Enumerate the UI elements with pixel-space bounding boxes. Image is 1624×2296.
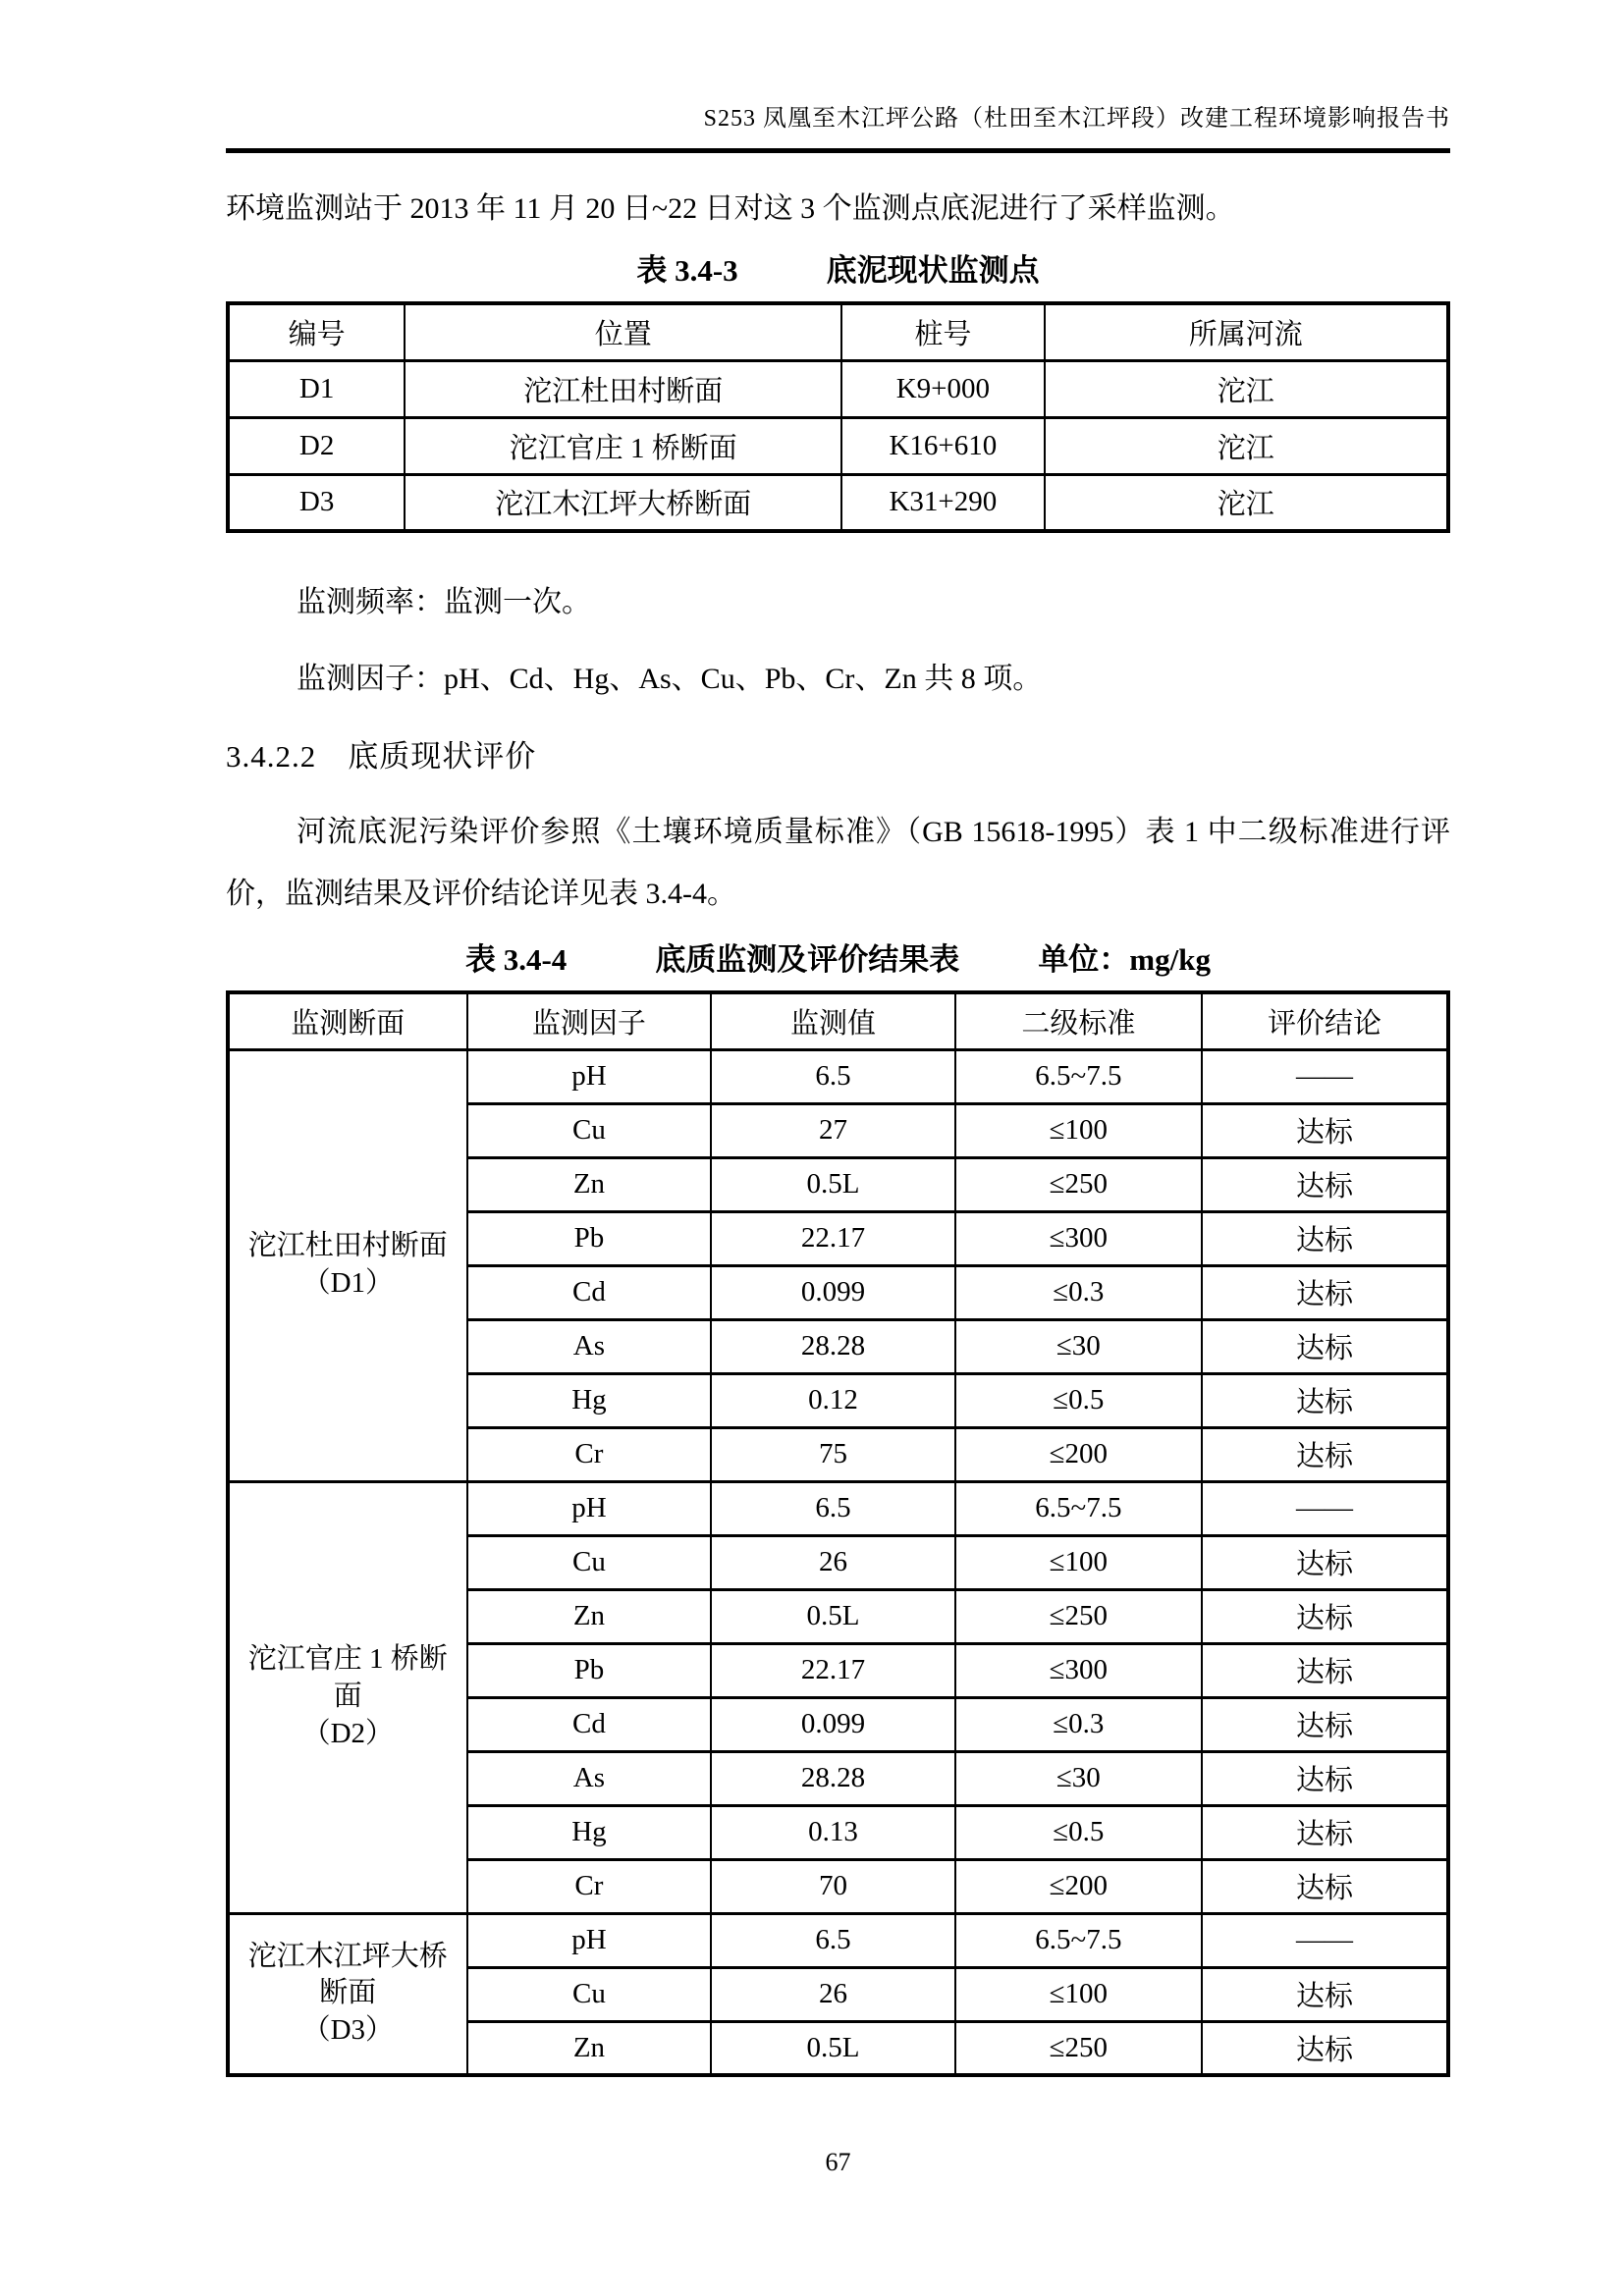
standard-cell: ≤300: [955, 1211, 1202, 1265]
t2-header-factor: 监测因子: [467, 992, 712, 1049]
t2-header-value: 监测值: [711, 992, 955, 1049]
standard-cell: ≤0.5: [955, 1373, 1202, 1427]
stake-cell: K9+000: [841, 360, 1044, 417]
conclusion-cell: 达标: [1202, 1157, 1448, 1211]
table1-caption-label: 表 3.4-3: [636, 253, 738, 288]
factor-cell: Cr: [467, 1859, 712, 1913]
value-cell: 0.099: [711, 1265, 955, 1319]
conclusion-cell: 达标: [1202, 1805, 1448, 1859]
factor-cell: Pb: [467, 1211, 712, 1265]
value-cell: 0.099: [711, 1697, 955, 1751]
t1-header-stake: 桩号: [841, 303, 1044, 360]
value-cell: 75: [711, 1427, 955, 1481]
river-cell: 沱江: [1045, 360, 1448, 417]
factor-cell: pH: [467, 1049, 712, 1103]
table2-caption-unit: 单位：mg/kg: [1038, 942, 1211, 977]
location-cell: 沱江木江坪大桥断面: [405, 474, 841, 531]
id-cell: D3: [228, 474, 405, 531]
factor-cell: Cd: [467, 1265, 712, 1319]
table-row: [228, 1049, 1448, 1103]
value-cell: 0.12: [711, 1373, 955, 1427]
t2-header-conclusion: 评价结论: [1202, 992, 1448, 1049]
section-cell: 沱江木江坪大桥 断面 （D3）: [228, 1913, 467, 2075]
location-cell: 沱江官庄 1 桥断面: [405, 417, 841, 474]
section-cell: 沱江官庄 1 桥断 面 （D2）: [228, 1481, 467, 1913]
conclusion-cell: 达标: [1202, 1265, 1448, 1319]
conclusion-cell: 达标: [1202, 1373, 1448, 1427]
page-footer: [226, 2148, 1450, 2177]
factor-cell: pH: [467, 1481, 712, 1535]
standard-cell: 6.5~7.5: [955, 1481, 1202, 1535]
table2-caption-title: 底质监测及评价结果表: [655, 942, 960, 977]
conclusion-cell: 达标: [1202, 1319, 1448, 1373]
value-cell: 0.5L: [711, 1589, 955, 1643]
stake-cell: K16+610: [841, 417, 1044, 474]
river-cell: 沱江: [1045, 474, 1448, 531]
section-cell: 沱江杜田村断面 （D1）: [228, 1049, 467, 1481]
sediment-monitoring-points-table: [226, 301, 1450, 533]
conclusion-cell: 达标: [1202, 1535, 1448, 1589]
page-number: 67: [825, 2148, 851, 2176]
factor-cell: As: [467, 1751, 712, 1805]
factor-cell: Hg: [467, 1805, 712, 1859]
value-cell: 28.28: [711, 1319, 955, 1373]
value-cell: 27: [711, 1103, 955, 1157]
conclusion-cell: 达标: [1202, 1697, 1448, 1751]
value-cell: 6.5: [711, 1481, 955, 1535]
factor-cell: Cu: [467, 1103, 712, 1157]
standard-cell: ≤250: [955, 2021, 1202, 2075]
table-row: [228, 1481, 1448, 1535]
t1-header-id: 编号: [228, 303, 405, 360]
standard-cell: ≤0.3: [955, 1265, 1202, 1319]
standard-cell: ≤0.3: [955, 1697, 1202, 1751]
frequency-paragraph: 监测频率：监测一次。: [297, 586, 591, 618]
value-cell: 26: [711, 1967, 955, 2021]
table-header-row: [228, 303, 1448, 360]
factor-cell: Hg: [467, 1373, 712, 1427]
conclusion-cell: 达标: [1202, 1643, 1448, 1697]
value-cell: 0.13: [711, 1805, 955, 1859]
t1-header-river: 所属河流: [1045, 303, 1448, 360]
table2-caption-label: 表 3.4-4: [464, 942, 568, 977]
factor-cell: Pb: [467, 1643, 712, 1697]
standard-cell: 6.5~7.5: [955, 1049, 1202, 1103]
table-row: [228, 474, 1448, 531]
factor-cell: Cu: [467, 1535, 712, 1589]
factor-cell: As: [467, 1319, 712, 1373]
value-cell: 22.17: [711, 1211, 955, 1265]
standard-cell: ≤200: [955, 1859, 1202, 1913]
value-cell: 0.5L: [711, 2021, 955, 2075]
t2-header-standard: 二级标准: [955, 992, 1202, 1049]
t1-header-location: 位置: [405, 303, 841, 360]
table2-caption: [226, 934, 1450, 979]
sediment-results-table: [226, 990, 1450, 2077]
table-header-row: [228, 992, 1448, 1049]
table1-caption-title: 底泥现状监测点: [826, 253, 1040, 288]
factor-cell: Zn: [467, 1589, 712, 1643]
conclusion-cell: 达标: [1202, 1211, 1448, 1265]
stake-cell: K31+290: [841, 474, 1044, 531]
conclusion-cell: 达标: [1202, 1103, 1448, 1157]
river-cell: 沱江: [1045, 417, 1448, 474]
standard-cell: ≤200: [955, 1427, 1202, 1481]
standard-cell: ≤100: [955, 1103, 1202, 1157]
page-header: [226, 0, 1450, 153]
standard-cell: ≤250: [955, 1157, 1202, 1211]
table1-caption: [226, 245, 1450, 290]
standard-cell: ≤0.5: [955, 1805, 1202, 1859]
factor-cell: Zn: [467, 2021, 712, 2075]
value-cell: 22.17: [711, 1643, 955, 1697]
t2-header-section: 监测断面: [228, 992, 467, 1049]
factor-cell: Cr: [467, 1427, 712, 1481]
standard-cell: ≤30: [955, 1319, 1202, 1373]
table-row: [228, 417, 1448, 474]
conclusion-cell: 达标: [1202, 1967, 1448, 2021]
intro-paragraph: 环境监测站于 2013 年 11 月 20 日~22 日对这 3 个监测点底泥进行了采样监测。: [226, 192, 1235, 225]
conclusion-cell: 达标: [1202, 1751, 1448, 1805]
factors-paragraph: 监测因子：pH、Cd、Hg、As、Cu、Pb、Cr、Zn 共 8 项。: [297, 663, 1043, 695]
standard-cell: ≤100: [955, 1535, 1202, 1589]
conclusion-cell: ——: [1202, 1049, 1448, 1103]
standard-cell: 6.5~7.5: [955, 1913, 1202, 1967]
id-cell: D1: [228, 360, 405, 417]
factor-cell: Zn: [467, 1157, 712, 1211]
id-cell: D2: [228, 417, 405, 474]
factor-cell: pH: [467, 1913, 712, 1967]
section-heading: 3.4.2.2 底质现状评价: [226, 739, 537, 774]
conclusion-cell: 达标: [1202, 1859, 1448, 1913]
factor-cell: Cd: [467, 1697, 712, 1751]
value-cell: 70: [711, 1859, 955, 1913]
value-cell: 28.28: [711, 1751, 955, 1805]
standard-cell: ≤300: [955, 1643, 1202, 1697]
conclusion-cell: 达标: [1202, 2021, 1448, 2075]
report-title: S253 凤凰至木江坪公路（杜田至木江坪段）改建工程环境影响报告书: [703, 106, 1450, 132]
factor-cell: Cu: [467, 1967, 712, 2021]
evaluation-paragraph: 河流底泥污染评价参照《土壤环境质量标准》（GB 15618-1995）表 1 中二级标准进行评价，监测结果及评价结论详见表 3.4-4。: [226, 816, 1450, 910]
location-cell: 沱江杜田村断面: [405, 360, 841, 417]
value-cell: 0.5L: [711, 1157, 955, 1211]
value-cell: 6.5: [711, 1913, 955, 1967]
table-row: [228, 360, 1448, 417]
conclusion-cell: 达标: [1202, 1427, 1448, 1481]
conclusion-cell: ——: [1202, 1481, 1448, 1535]
value-cell: 6.5: [711, 1049, 955, 1103]
conclusion-cell: 达标: [1202, 1589, 1448, 1643]
standard-cell: ≤100: [955, 1967, 1202, 2021]
standard-cell: ≤250: [955, 1589, 1202, 1643]
value-cell: 26: [711, 1535, 955, 1589]
standard-cell: ≤30: [955, 1751, 1202, 1805]
table-row: [228, 1913, 1448, 1967]
conclusion-cell: ——: [1202, 1913, 1448, 1967]
